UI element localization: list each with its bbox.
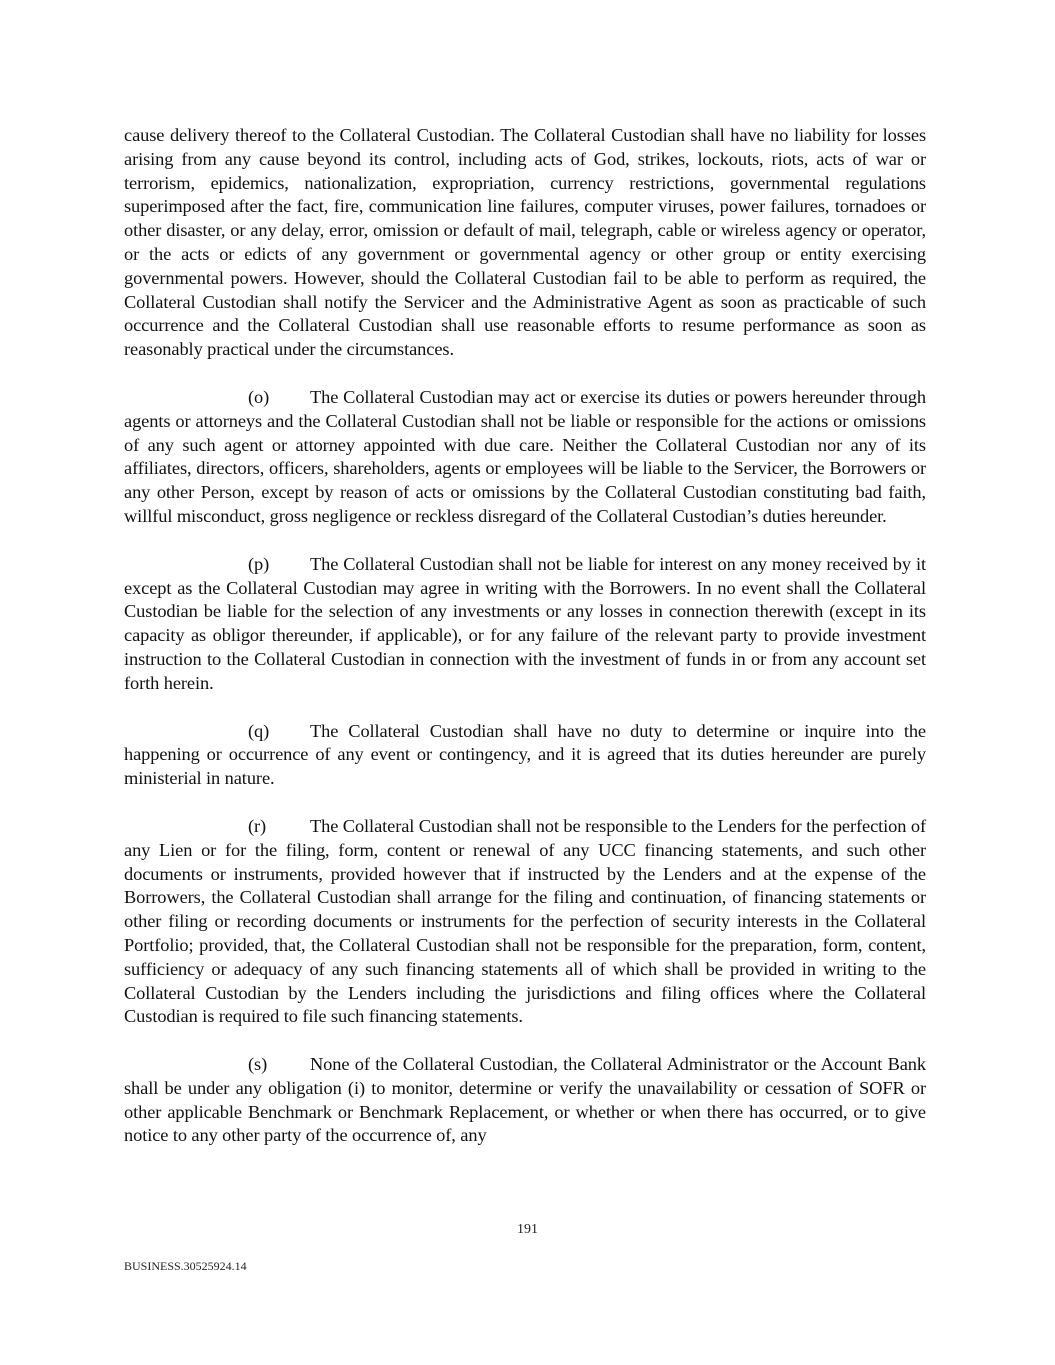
paragraph-text: The Collateral Custodian shall not be responsible to the Lenders for the perfection of any Lien or for the filing, form, content or renewal of any UCC financing statements, and such other documents or instruments, provided however that if instructed by the Lenders and at the expense of the Borrowers, the Collateral Custodian shall arrange for the filing and continuation, of financing statements or other filing or recording documents or instruments for the perfection of security interests in the Collateral Portfolio; provided, that, the Collateral Custodian shall not be responsible for the preparation, form, content, sufficiency or adequacy of any such financing statements all of which shall be provided in writing to the Collateral Custodian by the Lenders including the jurisdictions and filing offices where the Collateral Custodian is required to file such financing statements. [124, 815, 926, 1027]
paragraph-r [124, 815, 926, 1029]
paragraph-s [124, 1053, 926, 1148]
paragraph-o [124, 386, 926, 529]
paragraph-marker: (q) [248, 720, 270, 741]
paragraph-continuation [124, 124, 926, 362]
paragraph-text: The Collateral Custodian shall have no duty to determine or inquire into the happening or occurrence of any event or contingency, and it is agreed that its duties hereunder are purely ministerial in nature. [124, 720, 926, 789]
document-page [124, 124, 926, 1172]
page-number: 191 [517, 1222, 538, 1237]
paragraph-text: None of the Collateral Custodian, the Collateral Administrator or the Account Bank shall be under any obligation (i) to monitor, determine or verify the unavailability or cessation of SOFR or other applicable Benchmark or Benchmark Replacement, or whether or when there has occurred, or to give notice to any other party of the occurrence of, any [124, 1054, 926, 1146]
paragraph-p [124, 553, 926, 696]
paragraph-marker: (s) [248, 1054, 268, 1075]
paragraph-text: cause delivery thereof to the Collateral Custodian. The Collateral Custodian shall have no liability for losses arising from any cause beyond its control, including acts of God, strikes, lockouts, riots, acts of war or terrorism, epidemics, nationalization, expropriation, currency restrictions, governmental regulations superimposed after the fact, fire, communication line failures, computer viruses, power failures, tornadoes or other disaster, or any delay, error, omission or default of mail, telegraph, cable or wireless agency or operator, or the acts or edicts of any government or governmental agency or other group or entity exercising governmental powers. However, should the Collateral Custodian fail to be able to perform as required, the Collateral Custodian shall notify the Servicer and the Administrative Agent as soon as practicable of such occurrence and the Collateral Custodian shall use reasonable efforts to resume performance as soon as reasonably practical under the circumstances. [124, 125, 926, 360]
paragraph-marker: (r) [248, 815, 267, 836]
paragraph-q [124, 720, 926, 791]
document-id-footer: BUSINESS.30525924.14 [124, 1259, 247, 1273]
paragraph-text: The Collateral Custodian may act or exercise its duties or powers hereunder through agents or attorneys and the Collateral Custodian shall not be liable or responsible for the actions or omissions of any such agent or attorney appointed with due care. Neither the Collateral Custodian nor any of its affiliates, directors, officers, shareholders, agents or employees will be liable to the Servicer, the Borrowers or any other Person, except by reason of acts or omissions by the Collateral Custodian constituting bad faith, willful misconduct, gross negligence or reckless disregard of the Collateral Custodian’s duties hereunder. [124, 386, 926, 526]
paragraph-text: The Collateral Custodian shall not be liable for interest on any money received by it except as the Collateral Custodian may agree in writing with the Borrowers. In no event shall the Collateral Custodian be liable for the selection of any investments or any losses in connection therewith (except in its capacity as obligor thereunder, if applicable), or for any failure of the relevant party to provide investment instruction to the Collateral Custodian in connection with the investment of funds in or from any account set forth herein. [124, 553, 926, 693]
paragraph-marker: (o) [248, 386, 270, 407]
paragraph-marker: (p) [248, 553, 270, 574]
